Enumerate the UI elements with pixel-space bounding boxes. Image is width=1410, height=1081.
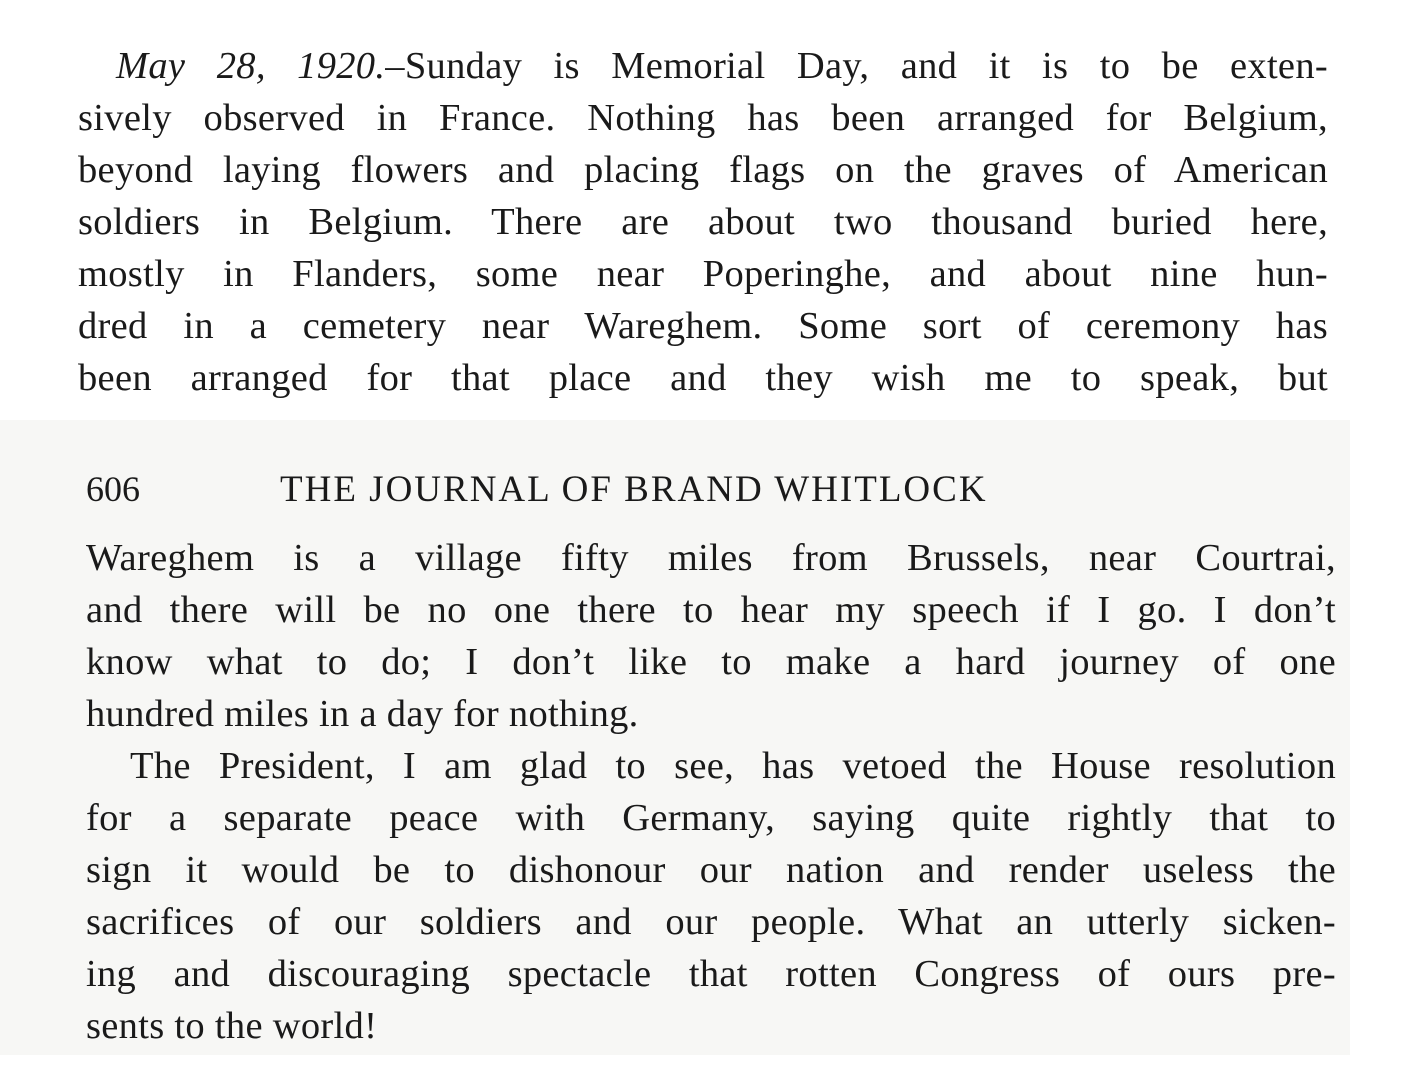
paragraph-continued xyxy=(86,532,1336,740)
text-line: been arranged for that place and they wish me to speak, but xyxy=(78,357,1328,399)
running-title: THE JOURNAL OF BRAND WHITLOCK xyxy=(280,469,988,510)
page-header xyxy=(86,462,1336,522)
text-line: sign it would be to dishonour our nation and render useless the xyxy=(86,849,1336,891)
text-line: dred in a cemetery near Wareghem. Some sort of ceremony has xyxy=(78,305,1328,347)
text-line: soldiers in Belgium. There are about two thousand buried here, xyxy=(78,201,1328,243)
text-line: beyond laying flowers and placing flags on the graves of American xyxy=(78,149,1328,191)
entry-date: May 28, 1920. xyxy=(116,45,386,87)
text-line: for a separate peace with Germany, saying quite rightly that to xyxy=(86,797,1336,839)
text-line-content: –Sunday is Memorial Day, and it is to be exten- xyxy=(385,45,1328,87)
text-line: sacrifices of our soldiers and our people. What an utterly sicken- xyxy=(86,901,1336,943)
text-line: Wareghem is a village fifty miles from Brussels, near Courtrai, xyxy=(86,537,1336,579)
text-line: mostly in Flanders, some near Poperinghe, and about nine hun- xyxy=(78,253,1328,295)
text-line: know what to do; I don’t like to make a hard journey of one xyxy=(86,641,1336,683)
paragraph-president xyxy=(86,740,1336,1052)
page-number: 606 xyxy=(86,469,140,509)
entry-paragraph xyxy=(78,40,1328,404)
text-line: The President, I am glad to see, has vetoed the House resolution xyxy=(130,745,1336,787)
text-line xyxy=(78,40,1328,92)
text-line: hundred miles in a day for nothing. xyxy=(86,693,639,735)
journal-entry-top xyxy=(78,40,1328,404)
text-line: ing and discouraging spectacle that rotten Congress of ours pre- xyxy=(86,953,1336,995)
text-line: and there will be no one there to hear my speech if I go. I don’t xyxy=(86,589,1336,631)
text-line: sents to the world! xyxy=(86,1005,378,1047)
text-line: sively observed in France. Nothing has been arranged for Belgium, xyxy=(78,97,1328,139)
journal-entry-bottom xyxy=(86,532,1336,1052)
